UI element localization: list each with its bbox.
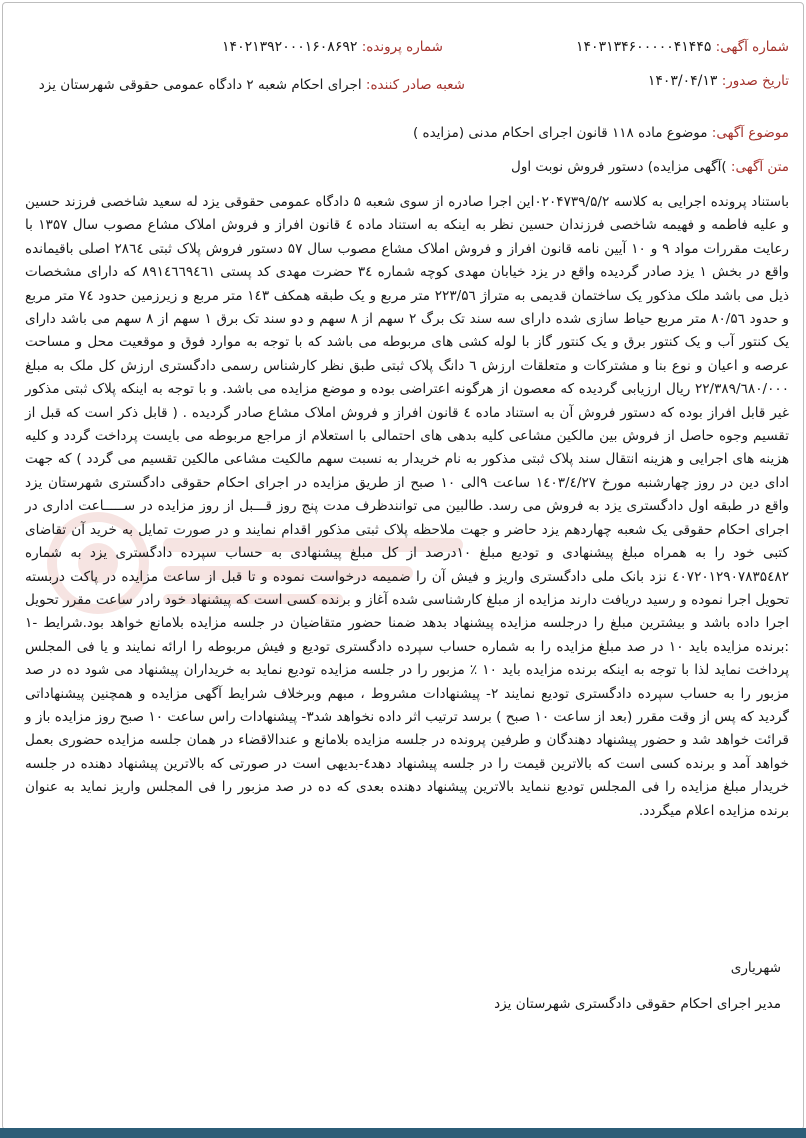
issue-date-label: تاریخ صدور: bbox=[721, 73, 789, 89]
text-header-row bbox=[511, 159, 789, 175]
case-number-label: شماره پرونده: bbox=[361, 39, 443, 55]
case-number-row bbox=[222, 39, 443, 55]
signature-name: شهریاری bbox=[730, 960, 781, 976]
issue-date-row bbox=[648, 73, 789, 89]
case-number: ۱۴۰۲۱۳۹۲۰۰۰۱۶۰۸۶۹۲ bbox=[222, 39, 358, 55]
text-header-label: متن آگهی: bbox=[730, 159, 789, 175]
text-header-value: )آگهی مزایده) دستور فروش نوبت اول bbox=[511, 159, 727, 175]
signature-title: مدیر اجرای احکام حقوقی دادگستری شهرستان یزد bbox=[494, 996, 781, 1012]
subject-row bbox=[413, 125, 789, 141]
ad-number-label: شماره آگهی: bbox=[715, 39, 789, 55]
issuing-branch-label: شعبه صادر کننده: bbox=[365, 77, 465, 93]
notice-body: باستناد پرونده اجرایی به کلاسه ۰۲۰۴۷۳۹/۵/۲اين اجرا صادره از سوی شعبه ۵ دادگاه عمومی حقوقی یزد له سعید شاخصی فرزند حسین و علیه فاطمه و فهیمه شاخصی فرزندان حسین نظر به اینکه به استناد ماده ٤ قانون افراز و فروش املاک مشاع مصوب سال ۱۳۵۷ با رعایت مقررات مواد ۹ و ۱۰ آیین نامه قانون افراز و فروش املاک مشاع مصوب سال ۵۷ دستور فروش پلاک ثبتی ۲۸٦٤ اصلی باقیمانده واقع در بخش ۱ یزد صادر گردیده واقع در یزد خیابان مهدی کوچه شماره ۳٤ حضرت مهدی کد پستی ۸۹۱٤٦٦۹٤٦۱ که دارای مشخصات ذیل می باشد ملک مذکور یک ساختمان قدیمی به متراژ ۲۲۳/۵٦ متر مربع و یک طبقه همکف ۱٤۳ متر مربع و زیرزمین حدود ۷٤ متر مربع و حدود ۸۰/۵٦ متر مربع حیاط سازی شده دارای سه سند تک برگ ۲ سهم از ۸ سهم و دو سند تک برق ۱ سهم از ۸ سهم می باشد دارای یک کنتور آب و یک کنتور برق و یک کنتور گاز با لوله کشی های مربوطه می باشد که با توجه به موارد فوق و موقعیت محل و مساحت عرصه و اعیان و نوع بنا و مشترکات و متعلقات ارزش ٦ دانگ پلاک ثبتی طبق نظر کارشناس رسمی دادگستری ارزش کل ملک به مبلغ ۲۲/۳۸۹/٦۸۰/۰۰۰ ریال ارزیابی گردیده که معصون از هرگونه اعتراضی بوده و موضع مزایده می باشد. و با توجه به اینکه پلاک ثبتی مذکور غیر قابل افراز بوده که دستور فروش آن به استناد ماده ٤ قانون افراز و فروش املاک مشاع صادر گردیده . ( قابل ذکر است که قبل از تقسیم وجوه حاصل از فروش بین مالکین مشاعی کلیه بدهی های احتمالی با استعلام از مراجع مربوطه می بایست پرداخت گردد و کلیه هزینه های اجرایی و هزینه انتقال سند پلاک ثبتی مذکور به نام خریدار به نسبت سهم مالکیت مشاعی مالکین تقسیم می گردد ) که جهت ادای دین در روز چهارشنبه مورخ ۱٤۰۳/٤/۲۷ ساعت ۹الی ۱۰ صبح از طریق مزایده در اجرای احکام حقوقی دادگستری شهرستان یزد واقع در طبقه اول دادگستری یزد به فروش می رسد. طالبین می توانندظرف مدت پنج روز قـــبل از روز مزایده در ســـــاعت اداری در اجرای احکام حقوقی یک شعبه چهاردهم یزد حاضر و جهت ملاحظه پلاک ثبتی مذکور اقدام نمایند و در صورت تمایل به خرید آن تقاضای کتبی خود را به همراه مبلغ پیشنهادی و تودیع مبلغ ۱۰درصد از کل مبلغ پیشنهادی به حساب سپرده دادگستری یزد به شماره ٤۰۷۲۰۱۲۹۰۷۸۳۵٤۸۲ نزد بانک ملی دادگستری واریز و فیش آن را ضمیمه درخواست نموده و تا قبل از ساعت مزایده در پاکت دربسته تحویل اجرا نموده و رسید دریافت دارند مزایده از مبلغ کارشناسی شده آغاز و برنده کسی است که پیشنهاد خود رادر ساعت مقرر تحویل اجرا داده باشد و بیشترین مبلغ را درجلسه مزایده پیشنهاد بدهد ضمنا حضور متقاضیان در جلسه مزایده بلامانع خواهد بود.شرایط -۱ :برنده مزایده باید ۱۰ در صد مبلغ مزایده را به شماره حساب سپرده دادگستری تودیع و فیش مربوطه را ارائه نمایند و یا فی المجلس پرداخت نماید لذا با توجه به اینکه برنده مزایده باید ۱۰ ٪ مزبور را در جلسه مزایده تودیع نماید به خریداران پیشنهاد می شود ده در صد مزبور را به حساب سپرده دادگستری تودیع نمایند ۲- پیشنهادات مشروط ، مبهم وبرخلاف شرایط آگهی مزایده و همچنین پیشنهاداتی گردید که پس از وقت مقرر (بعد از ساعت ۱۰ صبح ) برسد ترتیب اثر داده نخواهد شد۳- پیشنهادات راس ساعت ۱۰ صبح روز مزایده باز و قرائت خواهد شد و حضور پیشنهاد دهندگان و طرفین پرونده در جلسه مزایده بلامانع و عندالاقضاء در همان جلسه مزایده حضوری بعمل خواهد آمد و برنده کسی است که بالاترین قیمت را در جلسه پیشنهاد دهد٤-بدیهی است در صورتی که بالاترین پیشنهاد دهنده در جلسه خریدار مبلغ مزایده را فی المجلس تودیع ننماید بالاترین پیشنهاد دهنده بعدی که ده در صد مزبور را فی المجلس واریز نماید به عنوان برنده مزایده اعلام میگردد. bbox=[25, 194, 790, 819]
issuing-branch: اجرای احکام شعبه ۲ دادگاه عمومی حقوقی شهرستان یزد bbox=[38, 77, 362, 93]
bottom-bar bbox=[0, 1128, 806, 1138]
ad-number-row bbox=[576, 39, 789, 55]
subject-value: موضوع ماده ۱۱۸ قانون اجرای احکام مدنی (مزایده ) bbox=[412, 125, 708, 141]
issue-date: ۱۴۰۳/۰۴/۱۳ bbox=[647, 73, 718, 89]
issuing-branch-row bbox=[39, 77, 465, 93]
ad-number: ۱۴۰۳۱۳۴۶۰۰۰۰۰۴۱۴۴۵ bbox=[576, 39, 712, 55]
notice-card bbox=[2, 2, 804, 1130]
subject-label: موضوع آگهی: bbox=[711, 125, 789, 141]
